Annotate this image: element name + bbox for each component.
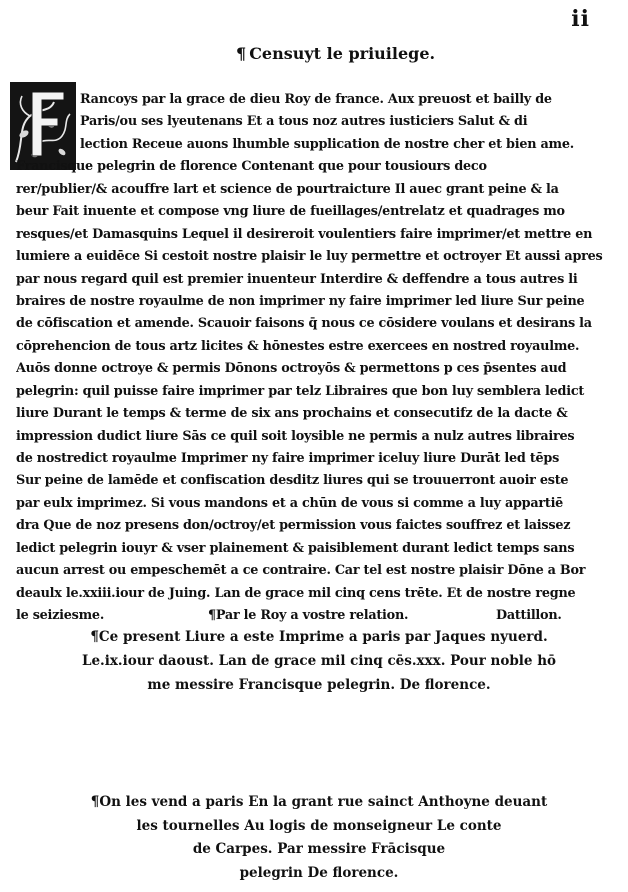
colophon-line: ¶Ce present Liure a este Imprime a paris par Jaques nyuerd. <box>90 629 548 645</box>
sale-notice <box>20 791 618 885</box>
privilege-line: de nostredict royaulme Imprimer ny faire imprimer iceluy liure Durāt led tēps <box>16 451 560 466</box>
privilege-line: cōprehencion de tous artz licites & hōnestes estre exercees en nostred royaulme. <box>16 338 580 354</box>
sale-line: de Carpes. Par messire Frācisque <box>192 841 446 857</box>
privilege-line: rer/publier/& acouffre lart et science de pourtraicture Il auec grant peine & la <box>16 181 559 197</box>
privilege-line: Francisque pelegrin de florence Contenant que pour tousiours deco <box>16 159 487 175</box>
privilege-line: Paris/ou ses lyeutenans Et a tous noz autres iusticiers Salut & di <box>80 114 528 130</box>
privilege-text <box>16 89 614 628</box>
privilege-line: Rancoys par la grace de dieu Roy de france. Aux preuost et bailly de <box>80 92 552 107</box>
privilege-line: braires de nostre royaulme de non imprimer ny faire imprimer led liure Sur peine <box>16 293 585 309</box>
privilege-line: par eulx imprimez. Si vous mandons et a chūn de vous si comme a luy appartiē <box>16 495 564 511</box>
privilege-line: dra Que de noz presens don/octroy/et permission vous faictes souffrez et laissez <box>16 518 571 534</box>
privilege-line: lection Receue auons lhumble supplication de nostre cher et bien ame. <box>80 136 574 152</box>
privilege-line: par nous regard quil est premier inuenteur Interdire & deffendre a tous autres li <box>16 271 578 287</box>
printer-colophon <box>20 625 618 697</box>
privilege-line: ledict pelegrin iouyr & vser plainement & paisiblement durant ledict temps sans <box>16 540 575 556</box>
secretary-signature: Dattillon. <box>496 608 562 624</box>
sale-line: ¶On les vend a paris En la grant rue sainct Anthoyne deuant <box>90 794 548 810</box>
colophon-line: me messire Francisque pelegrin. De florence. <box>147 677 491 693</box>
privilege-line: Auōs donne octroye & permis Dōnons octroyōs & permettons p ces p̄sentes aud <box>16 361 567 377</box>
privilege-line: aucun arrest ou empeschemēt a ce contraire. Car tel est nostre plaisir Dōne a Bor <box>16 563 586 579</box>
royal-relation-text: ¶Par le Roy a vostre relation. <box>208 608 409 624</box>
privilege-line: beur Fait inuente et compose vng liure de fueillages/entrelatz et quadrages mo <box>16 204 565 220</box>
folio-number: ii <box>571 6 590 32</box>
privilege-line: pelegrin: quil puisse faire imprimer par telz Libraires que bon luy semblera ledict <box>16 383 585 399</box>
privilege-line: de cōfiscation et amende. Scauoir faisons q̄ nous ce cōsidere voulans et desirans la <box>16 316 592 332</box>
privilege-line: liure Durant le temps & terme de six ans prochains et consecutifz de la dacte & <box>16 406 568 422</box>
reign-year-text: le seiziesme. <box>16 608 105 624</box>
privilege-line: Sur peine de lamēde et confiscation desditz liures qui se trouuerront auoir este <box>16 473 569 489</box>
privilege-heading <box>236 44 435 63</box>
initial-letter-text: F <box>10 82 11 83</box>
privilege-line: resques/et Damasquins Lequel il desireroit voulentiers faire imprimer/et mettre en <box>16 226 593 242</box>
privilege-line: lumiere a euidēce Si cestoit nostre plaisir le luy permettre et octroyer Et aussi apres <box>16 249 603 265</box>
privilege-line: impression dudict liure Sās ce quil soit loysible ne permis a nulz autres libraires <box>16 428 575 444</box>
heading-text: Censuyt le priuilege. <box>249 44 436 63</box>
pilcrow-mark: ¶ <box>236 44 247 63</box>
sale-line: pelegrin De florence. <box>239 864 399 881</box>
sale-line: les tournelles Au logis de monseigneur Le conte <box>136 817 502 834</box>
privilege-line: deaulx le.xxiii.iour de Juing. Lan de grace mil cinq cens trēte. Et de nostre regne <box>16 585 576 601</box>
colophon-line: Le.ix.iour daoust. Lan de grace mil cinq cēs.xxx. Pour noble hō <box>81 653 557 669</box>
